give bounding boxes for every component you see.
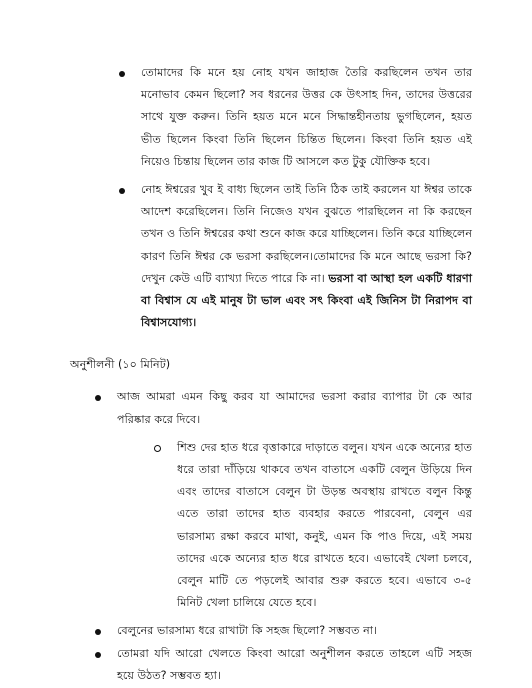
bullet-noah-obedience bbox=[114, 179, 472, 334]
bullet-text: বেলুনের ভারসাম্য ধরে রাখাটা কি সহজ ছিলো? সম্ভবত না। bbox=[117, 624, 378, 638]
bullet-text: শিশু দের হাত ধরে বৃত্তাকারে দাড়াতে বলুন। যখন একে অন্যের হাত ধরে তারা দাঁড়িয়ে থাকবে তখন বাতাসে একটি বেলুন উড়িয়ে দিন এবং তাদের বাতাসে বেলুন টা উড়ন্ত অবস্থায় রাখতে বলুন কিন্তু এতে তারা তাদের হাত ব্যবহার করতে পারবেনা, বেলুন এর ভারসাম্য রক্ষা করবে মাথা, কনুই, এমন কি পাও দিয়ে, এই সময় তাদের একে অন্যের হাত ধরে রাখতে হবে। এভাবেই খেলা চলবে, বেলুন মাটি তে পড়লেই আবার শুরু করতে হবে। এভাবে ৩-৫ মিনিট খেলা চালিয়ে যেতে হবে। bbox=[177, 440, 472, 610]
bullet-dot-icon bbox=[95, 652, 101, 658]
bullet-text: তোমরা যদি আরো খেলতে কিংবা আরো অনুশীলন করতে তাহলে এটি সহজ হয়ে উঠত? সম্ভবত হ্যা। bbox=[117, 646, 472, 682]
trust-definition: ভরসা বা আস্থা হল একটি ধারণা বা বিশ্বাস যে এই মানুষ টা ভাল এবং সৎ কিংবা এই জিনিস টা নিরাপদ বা বিশ্বাসযোগ্য। bbox=[141, 271, 473, 330]
bullet-dot-icon bbox=[95, 395, 101, 401]
bullet-circle-icon bbox=[154, 445, 161, 452]
bullet-practice-question bbox=[90, 643, 472, 687]
bullet-dot-icon bbox=[95, 629, 101, 635]
bullet-noah-mindset bbox=[114, 62, 472, 173]
bullet-text: তোমাদের কি মনে হয় নোহ যখন জাহাজ তৈরি করছিলেন তখন তার মনোভাব কেমন ছিলো? সব ধরনের উত্তর কে উৎসাহ দিন, তাদের উত্তরের সাথে যুক্ত করুন। তিনি হয়ত মনে মনে সিদ্ধান্তহীনতায় ভুগছিলেন, হয়ত ভীত ছিলেন কিংবা তিনি ছিলেন চিন্তিত ছিলেন। কিংবা তিনি হয়ত এই নিয়েও চিন্তায় ছিলেন তার কাজ টি আসলে কত টুকু যৌক্তিক হবে। bbox=[141, 66, 472, 168]
bullet-dot-icon bbox=[119, 188, 125, 194]
bullet-dot-icon bbox=[119, 71, 125, 77]
bullet-balance-question bbox=[90, 620, 472, 642]
bullet-text bbox=[141, 179, 472, 334]
bullet-text-plain: নোহ ঈশ্বরের খুব ই বাধ্য ছিলেন তাই তিনি ঠিক তাই করলেন যা ঈশ্বর তাকে আদেশ করেছিলেন। তিনি নিজেও যখন বুঝতে পারছিলেন না কি করছেন তখন ও তিনি ঈশ্বরের কথা শুনে কাজ করে যাচ্ছিলেন। তিনি করে যাচ্ছিলেন কারণ তিনি ঈশ্বর কে ভরসা করছিলেন।তোমাদের কি মনে আছে ভরসা কি? দেখুন কেউ এটি ব্যাখ্যা দিতে পারে কি না। bbox=[141, 183, 472, 285]
bullet-text: আজ আমরা এমন কিছু করব যা আমাদের ভরসা করার ব্যাপার টা কে আর পরিষ্কার করে দিবে। bbox=[117, 390, 472, 426]
exercise-heading: অনুশীলনী (১০ মিনিট) bbox=[70, 358, 171, 372]
sub-bullet-balloon-game bbox=[150, 437, 472, 615]
bullet-exercise-intro bbox=[90, 386, 472, 430]
